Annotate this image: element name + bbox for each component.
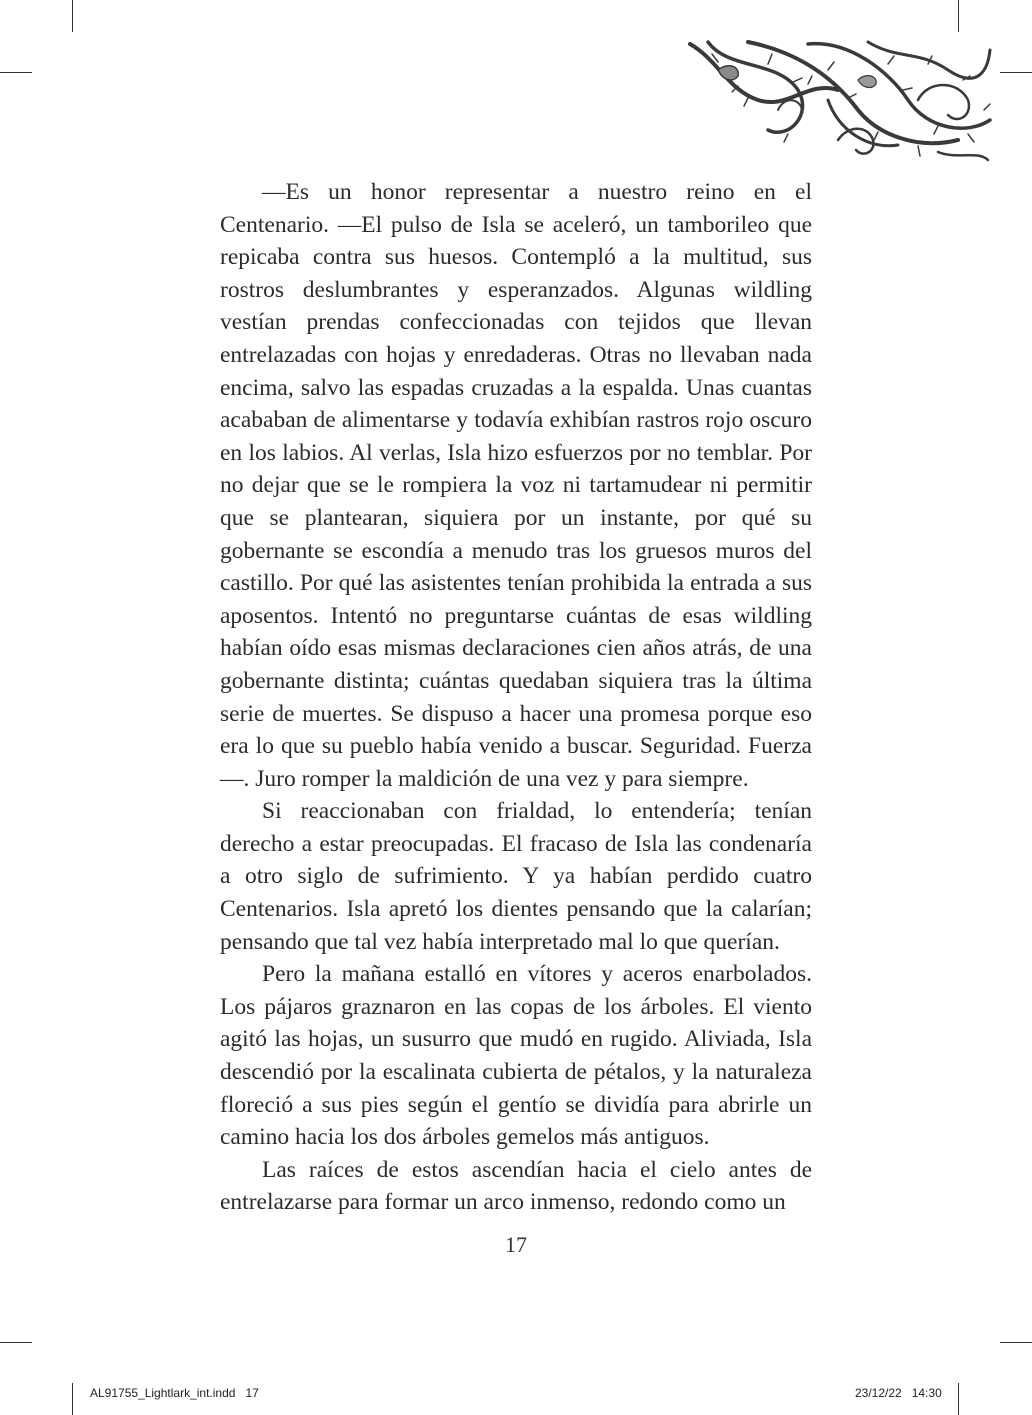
crop-mark-right-top — [1000, 72, 1032, 73]
crop-mark-top-right — [958, 0, 959, 32]
thorny-vine-icon — [688, 40, 992, 166]
paragraph-2: Si reaccionaban con frialdad, lo entendería; tenían derecho a estar preocupadas. El fracaso de Isla las condenaría a otro siglo de sufrimiento. Y ya habían perdido cuatro Centenarios. Isla apretó los dientes pensando que la calarían; pensando que tal vez había interpretado mal lo que querían. — [220, 798, 812, 955]
crop-mark-left-top — [0, 72, 32, 73]
page-number: 17 — [505, 1232, 527, 1257]
crop-mark-bottom-left — [72, 1383, 73, 1415]
slug-datetime: 23/12/22 14:30 — [855, 1386, 942, 1400]
crop-mark-top-left — [72, 0, 73, 32]
crop-mark-left-bottom — [0, 1342, 32, 1343]
slug-file: AL91755_Lightlark_int.indd 17 — [90, 1386, 259, 1400]
crop-mark-right-bottom — [1000, 1342, 1032, 1343]
paragraph-4: Las raíces de estos ascendían hacia el cielo antes de entrelazarse para formar un arco inmenso, redondo como un — [220, 1156, 812, 1216]
paragraph-3: Pero la mañana estalló en vítores y aceros enarbolados. Los pájaros graznaron en las copas de los árboles. El viento agitó las hojas, un susurro que mudó en rugido. Aliviada, Isla descendió por la escalinata cubierta de pétalos, y la naturaleza floreció a sus pies según el gentío se dividía para abrirle un camino hacia los dos árboles gemelos más antiguos. — [220, 961, 812, 1151]
crop-mark-bottom-right — [958, 1383, 959, 1415]
body-text — [220, 176, 812, 1219]
paragraph-1: —Es un honor representar a nuestro reino en el Centenario. —El pulso de Isla se aceleró, un tamborileo que repicaba contra sus huesos. Contempló a la multitud, sus rostros deslumbrantes y esperanzados. Algunas wildling vestían prendas confeccionadas con tejidos que llevan entrelazadas con hojas y enredaderas. Otras no llevaban nada encima, salvo las espadas cruzadas a la espalda. Unas cuantas acababan de alimentarse y todavía exhibían rastros rojo oscuro en los labios. Al verlas, Isla hizo esfuerzos por no temblar. Por no dejar que se le rompiera la voz ni tartamudear ni permitir que se plantearan, siquiera por un instante, por qué su gobernante se escondía a menudo tras los gruesos muros del castillo. Por qué las asistentes tenían prohibida la entrada a sus aposentos. Intentó no preguntarse cuántas de esas wildling habían oído esas mismas declaraciones cien años atrás, de una gobernante distinta; cuántas quedaban siquiera tras la última serie de muertes. Se dispuso a hacer una promesa porque eso era lo que su pueblo había venido a buscar. Seguridad. Fuerza—. Juro romper la maldición de una vez y para siempre. — [220, 179, 812, 792]
